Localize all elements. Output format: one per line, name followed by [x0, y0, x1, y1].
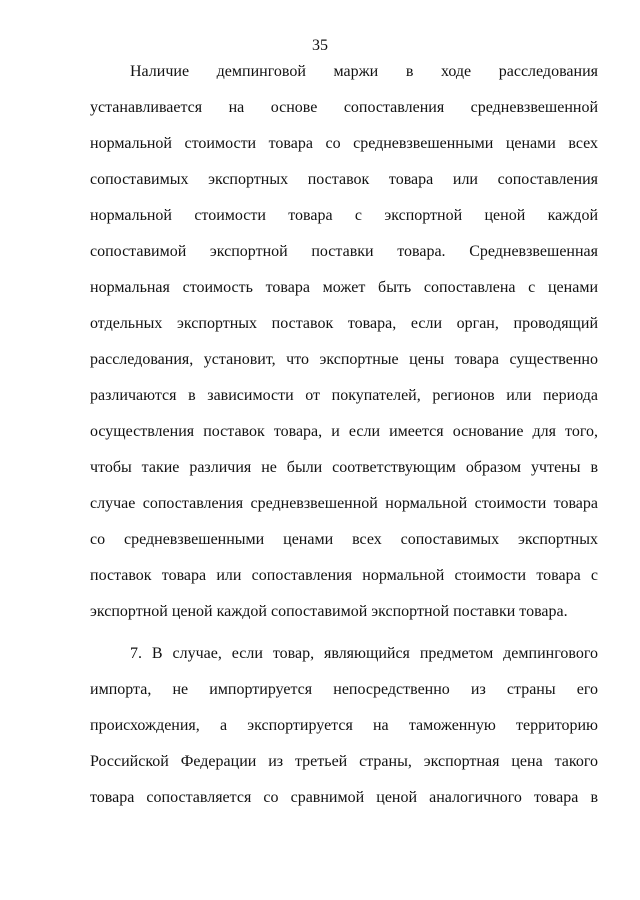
text-line: происхождения, а экспортируется на таможенную территорию: [90, 717, 598, 734]
text-line: Наличие демпинговой маржи в ходе расследования: [130, 63, 598, 80]
text-line: отдельных экспортных поставок товара, если орган, проводящий: [90, 315, 598, 332]
page-number: 35: [312, 37, 328, 54]
text-line: 7. В случае, если товар, являющийся предметом демпингового: [130, 645, 598, 662]
text-line: Российской Федерации из третьей страны, экспортная цена такого: [90, 753, 598, 770]
text-line: поставок товара или сопоставления нормальной стоимости товара с: [90, 567, 598, 584]
text-line: сопоставимой экспортной поставки товара. Средневзвешенная: [90, 243, 598, 260]
text-line: сопоставимых экспортных поставок товара или сопоставления: [90, 171, 598, 188]
text-line: нормальная стоимость товара может быть сопоставлена с ценами: [90, 279, 598, 296]
text-line: нормальной стоимости товара со средневзвешенными ценами всех: [90, 135, 598, 152]
text-line: случае сопоставления средневзвешенной нормальной стоимости товара: [90, 495, 598, 512]
text-line: осуществления поставок товара, и если имеется основание для того,: [90, 423, 598, 440]
text-line: чтобы такие различия не были соответствующим образом учтены в: [90, 459, 598, 476]
text-line: товара сопоставляется со сравнимой ценой аналогичного товара в: [90, 789, 598, 806]
text-line: нормальной стоимости товара с экспортной ценой каждой: [90, 207, 598, 224]
text-line: устанавливается на основе сопоставления средневзвешенной: [90, 99, 598, 116]
text-line: экспортной ценой каждой сопоставимой экспортной поставки товара.: [90, 603, 568, 620]
text-line: различаются в зависимости от покупателей, регионов или периода: [90, 387, 598, 404]
text-line: со средневзвешенными ценами всех сопоставимых экспортных: [90, 531, 598, 548]
text-line: импорта, не импортируется непосредственно из страны его: [90, 681, 598, 698]
text-line: расследования, установит, что экспортные цены товара существенно: [90, 351, 598, 368]
